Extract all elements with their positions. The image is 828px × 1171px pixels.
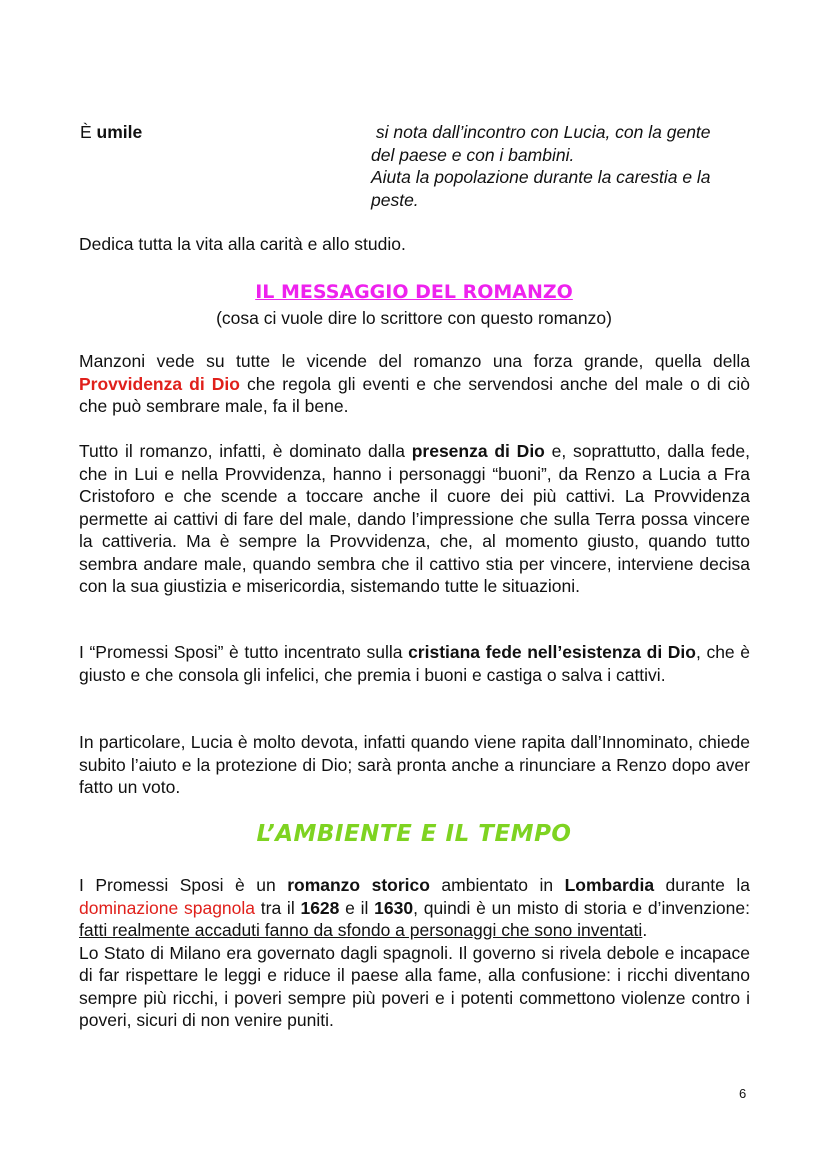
paragraph-ambiente (79, 874, 750, 1032)
text-run: ambientato in (429, 875, 565, 895)
text-run: , quindi è un misto di storia e d’invenzione: (413, 897, 750, 918)
underlined-fatti: fatti realmente accaduti fanno da sfondo a personaggi che sono inventati (79, 920, 643, 940)
paragraph-presenza-di-dio (79, 440, 750, 598)
text-run: tra il (255, 897, 301, 918)
text-run: Manzoni vede su tutte le vicende del romanzo una forza grande, quella della (79, 351, 750, 371)
text-run: e, soprattutto, dalla fede, che in Lui e nella Provvidenza, hanno i personaggi “buoni”, da Renzo a Lucia a Fra Cristoforo e che scende a toccare anche il cuore dei più cattivi. La Provvidenza permette ai cattivi di fare del male, dando l’impressione che sulla Terra possa vincere la cattiveria. Ma è sempre la Provvidenza, che, al momento giusto, quando tutto sembra andare male, quando sembra che il cattivo stia per vincere, interviene decisa con la sua giustizia e misericordia, sistemando tutte le situazioni. (79, 441, 750, 596)
trait-line: Aiuta la popolazione durante la carestia e la (371, 167, 711, 187)
text-run: che regola gli eventi e che servendosi anche del male o di ciò che può sembrare male, fa il bene. (79, 373, 750, 416)
text-run: e il (339, 897, 375, 918)
text-run: I Promessi Sposi è un (79, 875, 288, 895)
paragraph-provvidenza (79, 350, 750, 418)
trait-line: peste. (371, 189, 419, 210)
text-run: durante la (654, 875, 750, 895)
bold-fede: cristiana fede nell’esistenza di Dio (408, 642, 696, 662)
bold-year-1628: 1628 (300, 897, 340, 918)
bold-year-1630: 1630 (374, 897, 414, 918)
page-number: 6 (739, 1086, 747, 1101)
trait-word: umile (96, 122, 143, 142)
trait-description (371, 121, 756, 211)
section-title-messaggio: IL MESSAGGIO DEL ROMANZO (255, 281, 573, 303)
text-run: Lo Stato di Milano era governato dagli spagnoli. Il governo si rivela debole e incapace di far rispettare le leggi e riduce il paese alla fame, alla confusione: i ricchi diventano sempre più ricchi, i poveri sempre più poveri e i potenti commettono violenze contro i poveri, sicuri di non venire puniti. (79, 942, 750, 1030)
bold-presenza-di-dio: presenza di Dio (411, 441, 545, 461)
bold-romanzo-storico: romanzo storico (287, 875, 430, 895)
text-run: . (642, 920, 648, 940)
text-run: I “Promessi Sposi” è tutto incentrato sulla (79, 642, 409, 662)
paragraph-lucia: In particolare, Lucia è molto devota, infatti quando viene rapita dall’Innominato, chiede subito l’aiuto e la protezione di Dio; sarà pronta anche a rinunciare a Renzo dopo aver fatto un voto. (79, 732, 750, 797)
section-title-ambiente: L’AMBIENTE E IL TEMPO (256, 821, 572, 847)
trait-label (80, 121, 142, 144)
trait-prefix: È (80, 122, 97, 142)
highlight-provvidenza: Provvidenza di Dio (79, 373, 240, 394)
trait-line: si nota dall’incontro con Lucia, con la gente (371, 122, 711, 142)
paragraph-fede (79, 641, 750, 686)
trait-line: del paese e con i bambini. (371, 144, 575, 165)
highlight-dominazione: dominazione spagnola (79, 897, 256, 918)
bold-lombardia: Lombardia (564, 875, 655, 895)
text-run: Tutto il romanzo, infatti, è dominato dalla (79, 441, 412, 461)
section-subtitle: (cosa ci vuole dire lo scrittore con questo romanzo) (216, 308, 612, 328)
dedica-paragraph: Dedica tutta la vita alla carità e allo studio. (79, 234, 406, 254)
text-run: , che è giusto e che consola gli infelici, che premia i buoni e castiga o salva i cattivi. (79, 642, 750, 685)
